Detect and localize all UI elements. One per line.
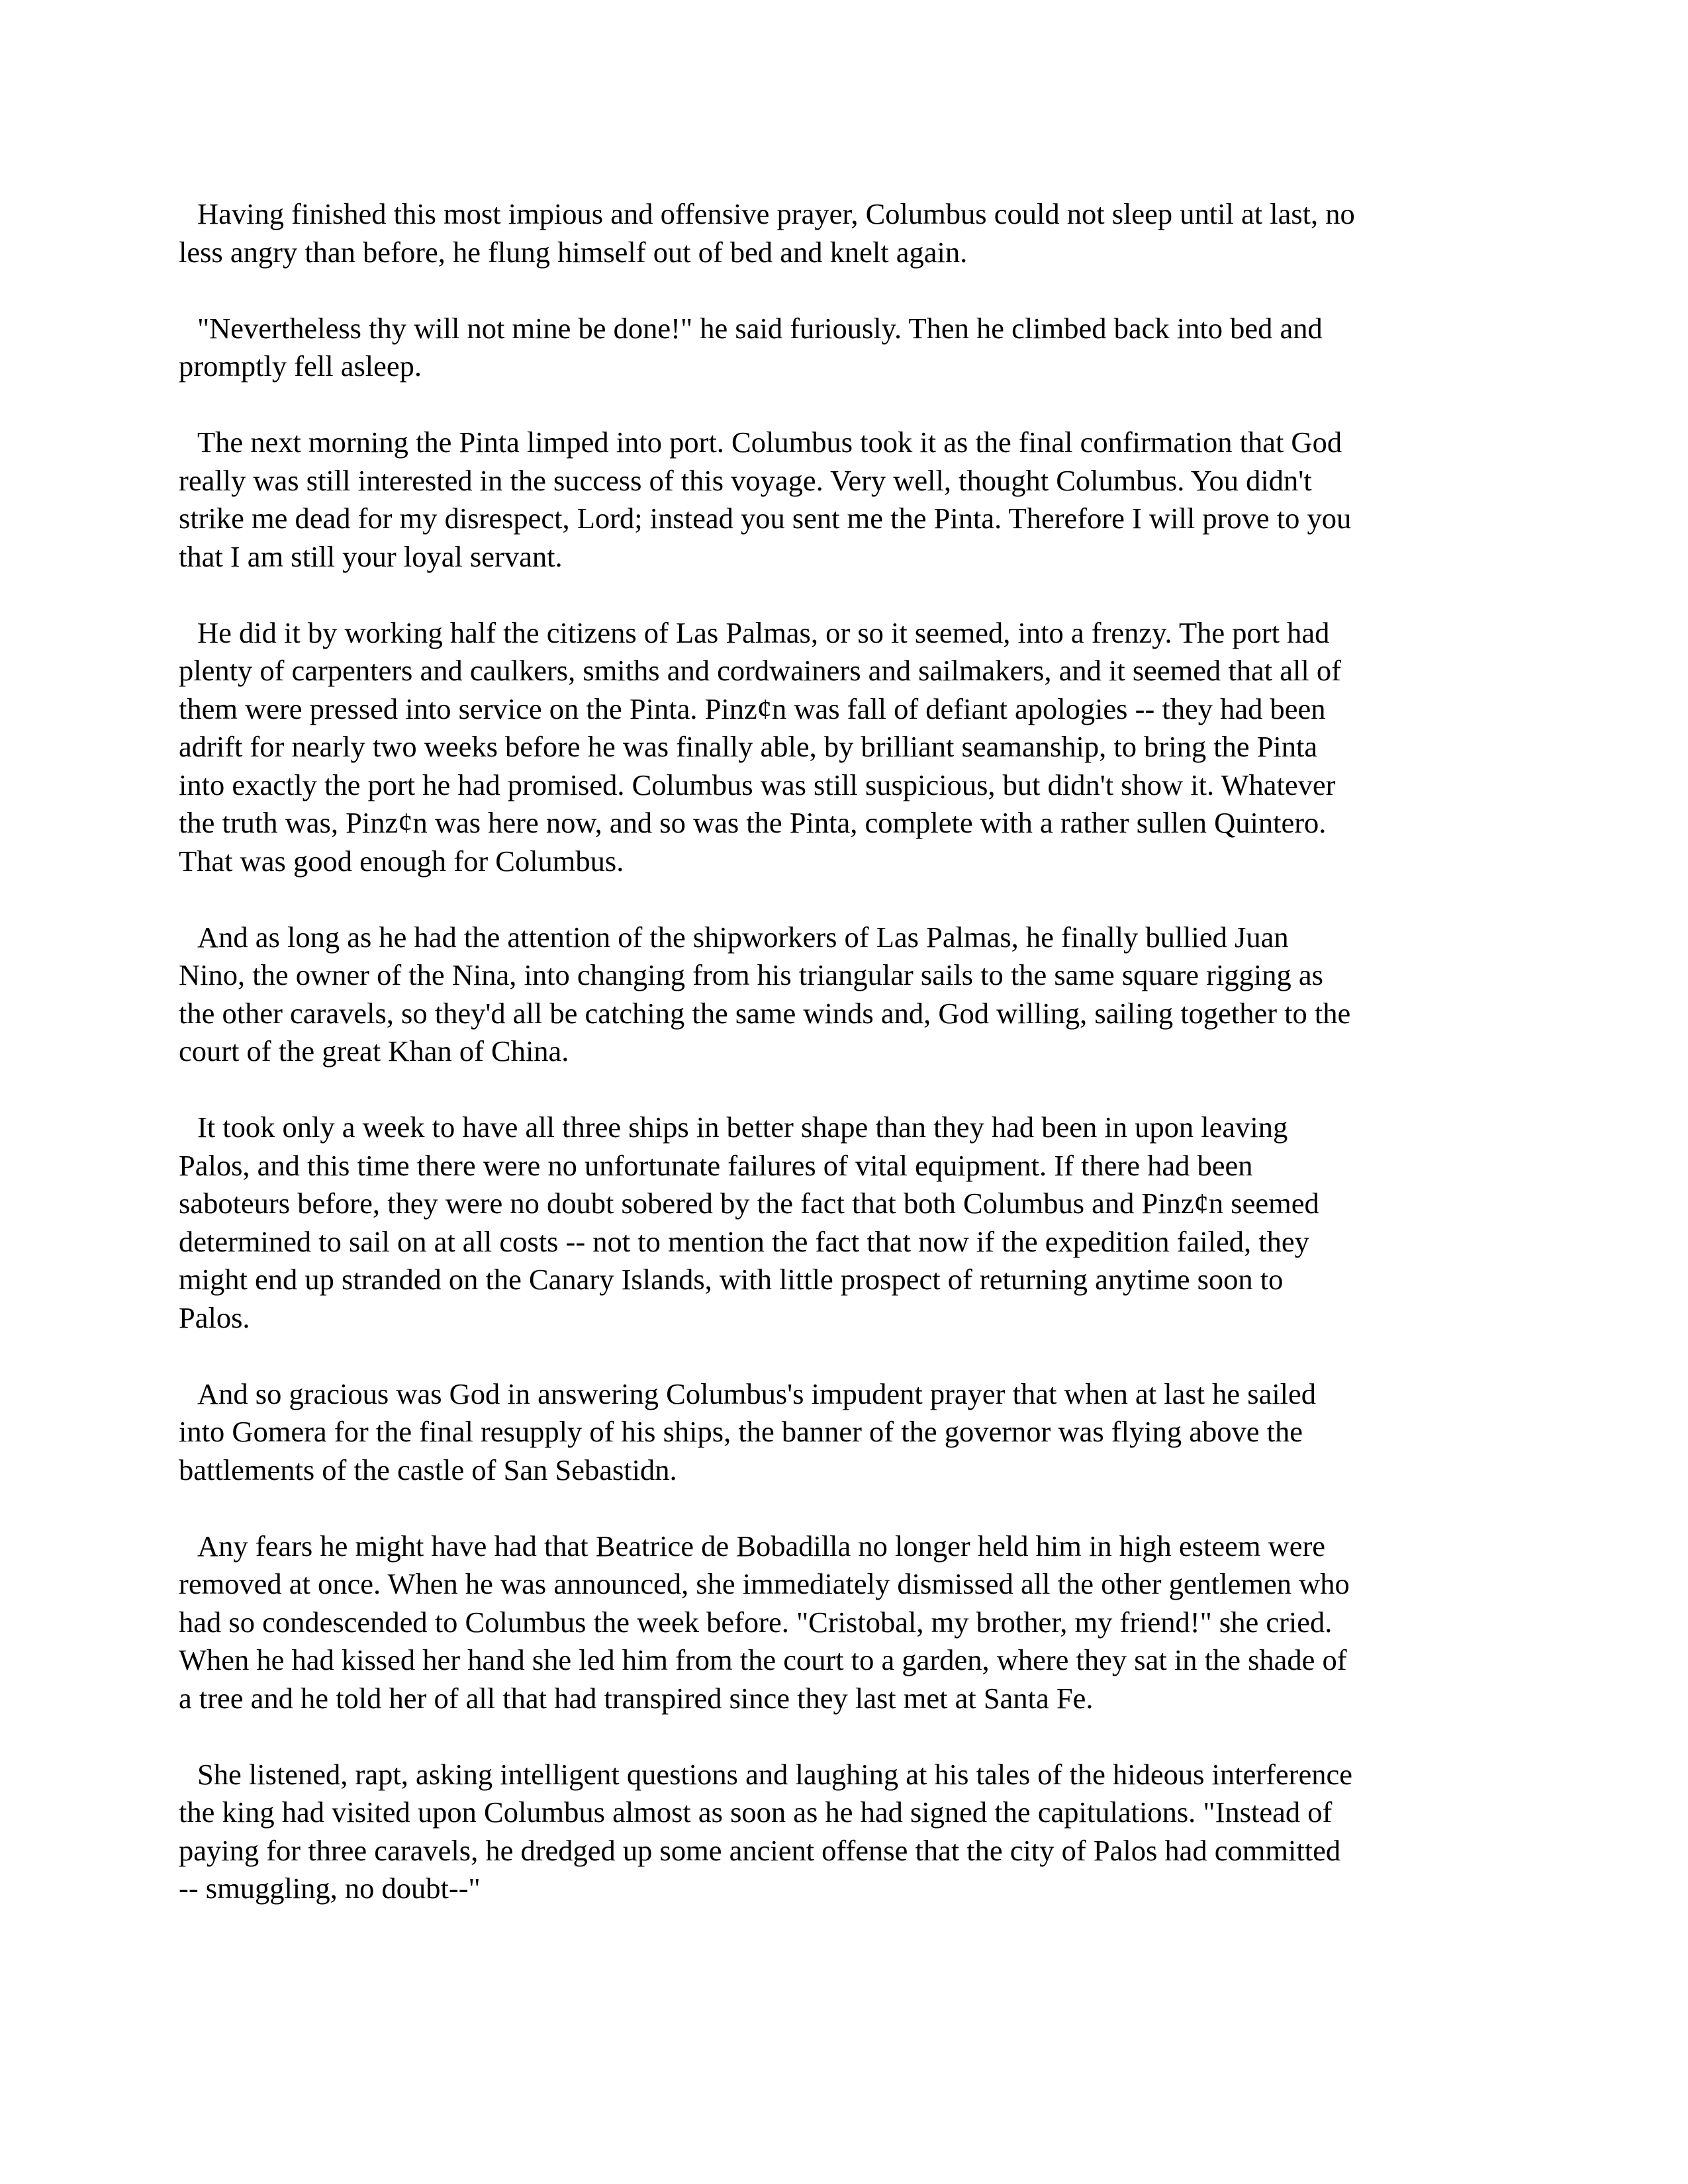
paragraph: The next morning the Pinta limped into port. Columbus took it as the final confirmation that God really was still interested in the success of this voyage. Very well, thought Columbus. You didn't strike me dead for my disrespect, Lord; instead you sent me the Pinta. Therefore I will prove to you that I am still your loyal servant. [179,426,1352,573]
paragraph: She listened, rapt, asking intelligent questions and laughing at his tales of the hideous interference the king had visited upon Columbus almost as soon as he had signed the capitulations. "Instead of paying for three caravels, he dredged up some ancient offense that the city of Palos had committed -- smuggling, no doubt--" [179,1757,1352,1905]
paragraph: And so gracious was God in answering Columbus's impudent prayer that when at last he sailed into Gomera for the final resupply of his ships, the banner of the governor was flying above the battlements of the castle of San Sebastidn. [179,1377,1317,1486]
paragraph: Having finished this most impious and offensive prayer, Columbus could not sleep until at last, no less angry than before, he flung himself out of bed and knelt again. [179,197,1355,269]
paragraph: Any fears he might have had that Beatrice de Bobadilla no longer held him in high esteem were removed at once. When he was announced, she immediately dismissed all the other gentlemen who had so condescended to Columbus the week before. "Cristobal, my brother, my friend!" she cried. When he had kissed her hand she led him from the court to a garden, where they sat in the shade of a tree and he told her of all that had transpired since they last met at Santa Fe. [179,1529,1350,1715]
document-page [179,195,1509,1908]
paragraph: He did it by working half the citizens of Las Palmas, or so it seemed, into a frenzy. The port had plenty of carpenters and caulkers, smiths and cordwainers and sailmakers, and it seemed that all of them were pressed into service on the Pinta. Pinz¢n was fall of defiant apologies -- they had been adrift for nearly two weeks before he was finally able, by brilliant seamanship, to bring the Pinta into exactly the port he had promised. Columbus was still suspicious, but didn't show it. Whatever the truth was, Pinz¢n was here now, and so was the Pinta, complete with a rather sullen Quintero. That was good enough for Columbus. [179,615,1341,878]
paragraph: It took only a week to have all three ships in better shape than they had been in upon leaving Palos, and this time there were no unfortunate failures of vital equipment. If there had been saboteurs before, they were no doubt sobered by the fact that both Columbus and Pinz¢n seemed determined to sail on at all costs -- not to mention the fact that now if the expedition failed, they might end up stranded on the Canary Islands, with little prospect of returning anytime soon to Palos. [179,1111,1319,1334]
paragraph: And as long as he had the attention of the shipworkers of Las Palmas, he finally bullied Juan Nino, the owner of the Nina, into changing from his triangular sails to the same square rigging as the other caravels, so they'd all be catching the same winds and, God willing, sailing together to the court of the great Khan of China. [179,920,1351,1068]
paragraph: "Nevertheless thy will not mine be done!" he said furiously. Then he climbed back into bed and promptly fell asleep. [179,311,1323,383]
